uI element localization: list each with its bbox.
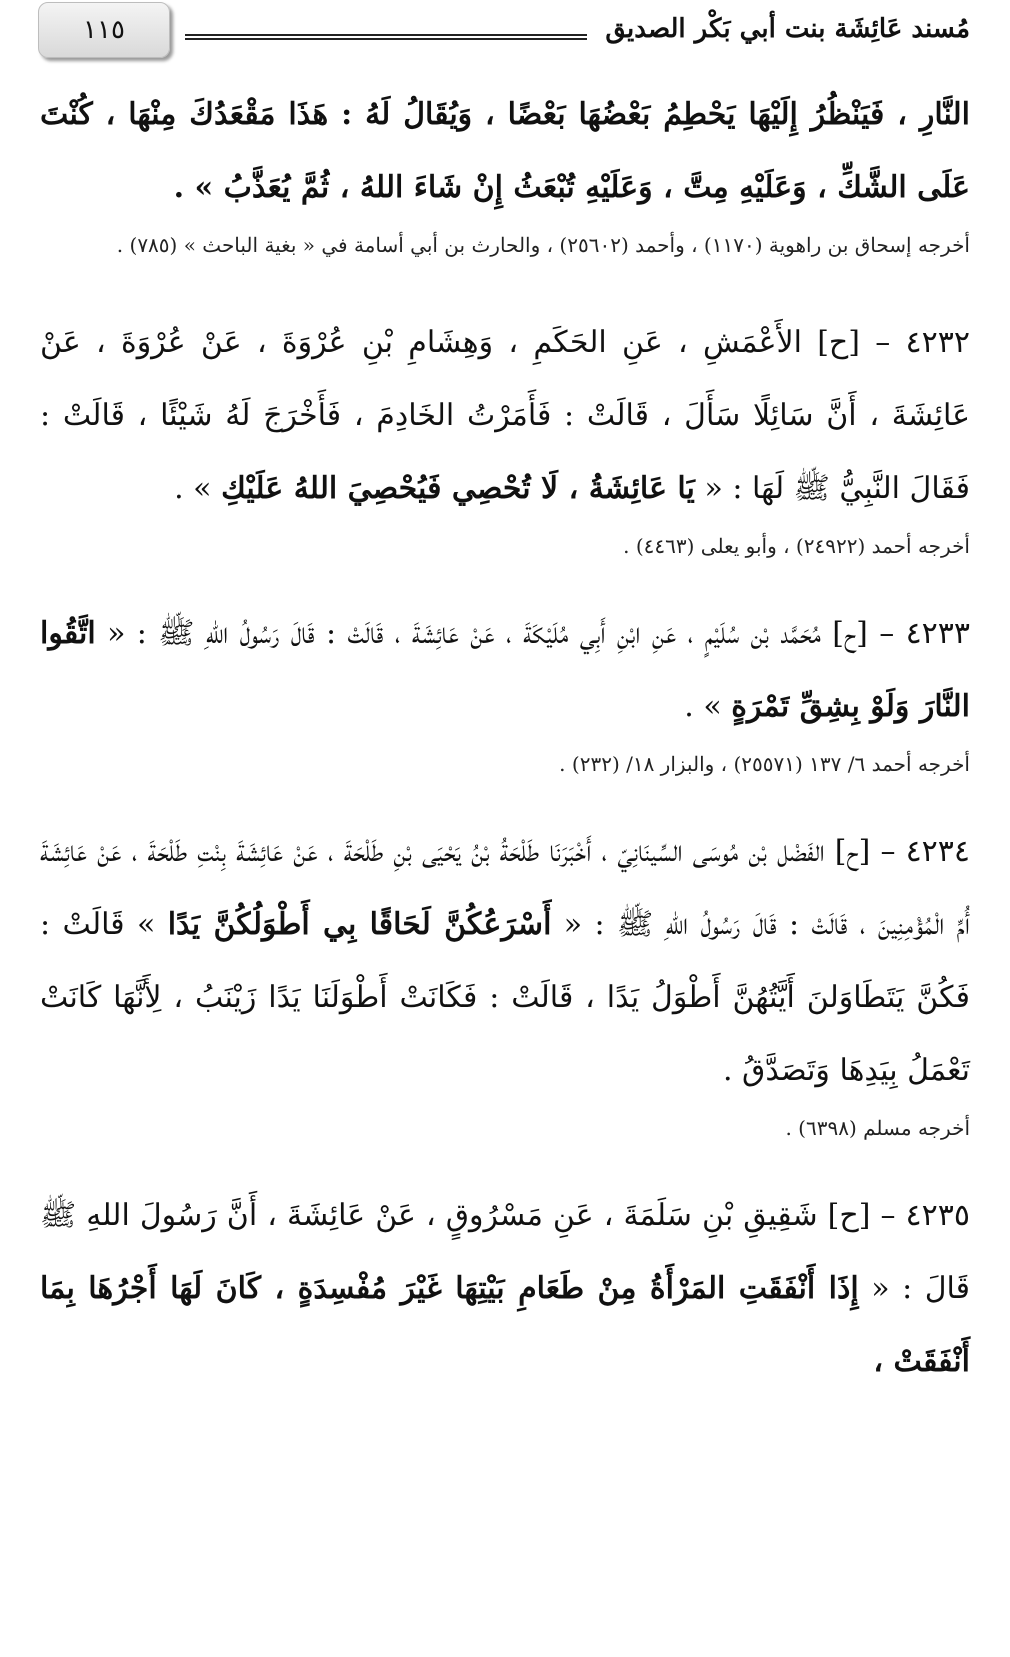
hadith-outro: » .	[684, 689, 722, 724]
running-title: مُسند عَائِشَة بنت أبي بَكْر الصديق	[605, 14, 970, 44]
hadith-4235	[40, 1179, 970, 1398]
hadith-quote: أَسْرَعُكُنَّ لَحَاقًا بِي أَطْوَلُكُنَّ يَدًا	[167, 907, 552, 942]
hadith-4232	[40, 306, 970, 525]
hadith-quote: إِذَا أَنْفَقَتِ المَرْأَةُ مِنْ طَعَامِ بَيْتِهَا غَيْرَ مُفْسِدَةٍ ، كَانَ لَهَا أَجْرُهَا بِمَا أَنْفَقَتْ ،	[40, 1271, 970, 1379]
hadith-number: ٤٢٣٤	[905, 834, 971, 869]
hadith-source: أخرجه أحمد ٦/ ١٣٧ (٢٥٥٧١) ، والبزار ١٨/ (٢٣٢) .	[559, 752, 970, 776]
continuation-source: أخرجه إسحاق بن راهوية (١١٧٠) ، وأحمد (٢٥٦٠٢) ، والحارث بن أبي أسامة في « بغية الباحث » (٧٨٥) .	[116, 233, 970, 257]
hadith-outro: » .	[174, 471, 212, 506]
hadith-source: أخرجه مسلم (٦٣٩٨) .	[785, 1116, 970, 1140]
hadith-4234	[40, 815, 970, 1107]
page-number: ١١٥	[38, 2, 170, 58]
hadith-number: ٤٢٣٣	[905, 616, 971, 651]
hadith-quote: اتَّقُوا النَّارَ وَلَوْ بِشِقِّ تَمْرَةٍ	[40, 616, 970, 724]
hadith-quote: يَا عَائِشَةُ ، لَا تُحْصِي فَيُحْصِيَ اللهُ عَلَيْكِ	[221, 471, 695, 506]
hadith-number: ٤٢٣٥	[905, 1198, 970, 1233]
page-header	[0, 0, 1010, 70]
hadith-intro: – [ح] مُحَمَّد بْن سُلَيْمٍ ، عَنِ ابْنِ أَبِي مُلَيْكَةَ ، عَنْ عَائِشَةَ ، قَالَتْ : قَالَ رَسُولُ اللهِ ﷺ : «	[107, 616, 895, 651]
hadith-outro: » قَالَتْ : فَكُنَّ يَتَطَاوَلنَ أَيَّتُهُنَّ أَطْوَلُ يَدًا ، قَالَتْ : فَكَانَتْ أَطْوَلَنَا يَدًا زَيْنَبُ ، لِأَنَّهَا كَانَتْ تَعْمَلُ بِيَدِهَا وَتَصَدَّقُ .	[40, 907, 970, 1088]
hadith-4233	[40, 597, 970, 743]
hadith-number: ٤٢٣٢	[905, 325, 970, 360]
hadith-intro: – [ح] شَقِيقِ بْنِ سَلَمَةَ ، عَنِ مَسْرُوقٍ ، عَنْ عَائِشَةَ ، أَنَّ رَسُولَ اللهِ ﷺ قَالَ : «	[40, 1198, 971, 1306]
hadith-intro: – [ح] الأَعْمَشِ ، عَنِ الحَكَمِ ، وَهِشَامِ بْنِ عُرْوَةَ ، عَنْ عُرْوَةَ ، عَنْ عَائِشَةَ ، أَنَّ سَائِلًا سَأَلَ ، قَالَتْ : فَأَمَرْتُ الخَادِمَ ، فَأَخْرَجَ لَهُ شَيْئًا ، قَالَتْ : فَقَالَ النَّبِيُّ ﷺ لَهَا : «	[40, 325, 970, 506]
page-body	[40, 78, 970, 1398]
hadith-intro: – [ح] الفَضْل بْن مُوسَى السِّينَانِيّ ، أَخْبَرَنَا طَلْحَةُ بْنُ يَحْيَى بْنِ طَلْحَةَ ، عَنْ عَائِشَةَ بِنْتِ طَلْحَةَ ، عَنْ عَائِشَةَ أُمِّ الْمُؤْمِنِينَ ، قَالَتْ : قَالَ رَسُولُ اللهِ ﷺ : «	[40, 834, 970, 942]
continuation-text: النَّارِ ، فَيَنْظُرُ إِلَيْهَا يَحْطِمُ بَعْضُهَا بَعْضًا ، وَيُقَالُ لَهُ : هَذَا مَقْعَدُكَ مِنْهَا ، كُنْتَ عَلَى الشَّكِّ ، وَعَلَيْهِ مِتَّ ، وَعَلَيْهِ تُبْعَثُ إِنْ شَاءَ اللهُ ، ثُمَّ يُعَذَّبُ » .	[40, 97, 970, 205]
hadith-source: أخرجه أحمد (٢٤٩٢٢) ، وأبو يعلى (٤٤٦٣) .	[623, 534, 970, 558]
header-rule	[185, 34, 587, 40]
